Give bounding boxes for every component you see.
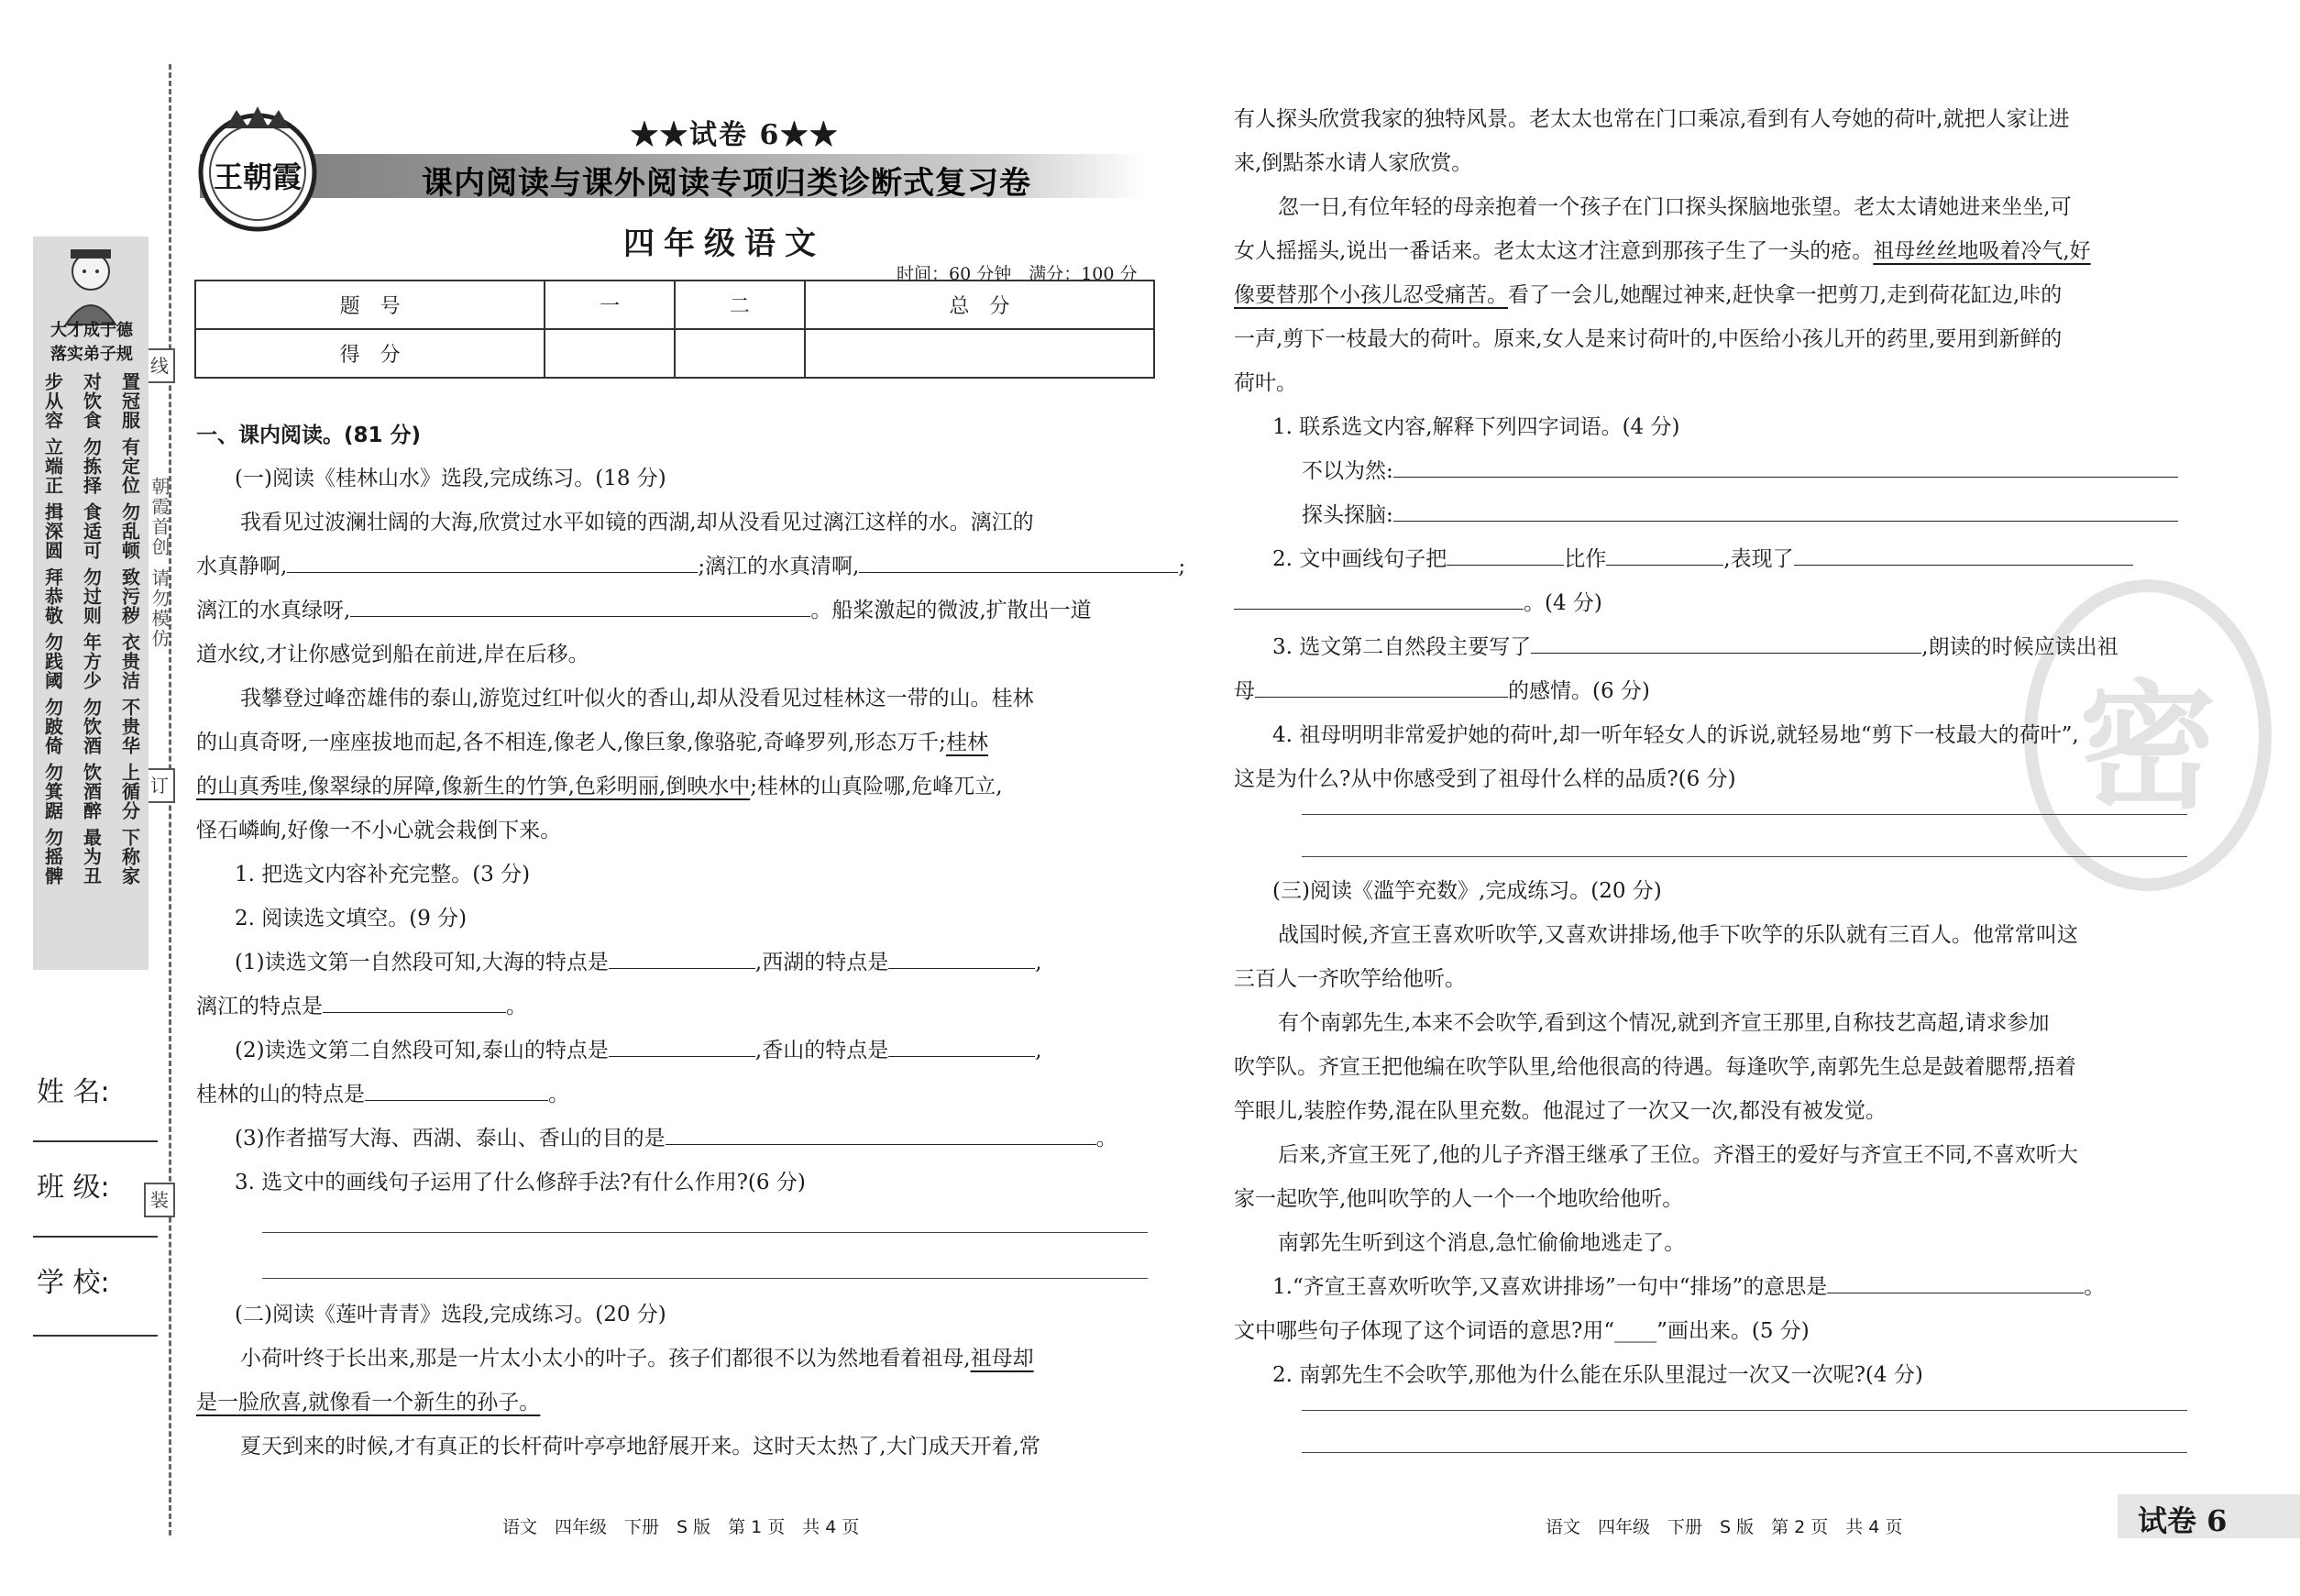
passage-2-line: 来,倒點茶水请人家欣赏。 [1234, 151, 1473, 175]
score-table [194, 280, 1155, 379]
text: 漓江的水真绿呀, [196, 599, 351, 622]
motto-cell: 步从容 [41, 372, 64, 430]
motto-cell: 勿拣择 [80, 437, 103, 495]
underlined-sentence: 祖母丝丝地吸着冷气,好 [1873, 239, 2091, 263]
blank-input[interactable] [1447, 545, 1564, 566]
binding-note-1: 朝霞首创 [149, 477, 171, 557]
slogan-line-1: 大才成于德 [50, 321, 133, 340]
passage-3-line: 家一起吹竽,他叫吹竽的人一个一个地吹给他听。 [1234, 1187, 1684, 1211]
passage-3-line: 南郭先生听到这个消息,急忙偷偷地逃走了。 [1278, 1231, 1686, 1255]
underlined-sentence: 像要替那个小孩儿忍受痛苦。 [1234, 283, 1508, 307]
passage-3-line: 后来,齐宣王死了,他的儿子齐湣王继承了王位。齐湣王的爱好与齐宣王不同,不喜欢听大 [1278, 1143, 2078, 1167]
score-header-cell: 题 号 [195, 281, 545, 329]
text: ,表现了 [1723, 547, 1794, 571]
passage-3-line: 竽眼儿,装腔作势,混在队里充数。他混过了一次又一次,都没有被发觉。 [1234, 1099, 1887, 1123]
motto-cell: 对饮食 [80, 372, 103, 430]
corner-tag-text: 试卷 6 [2138, 1503, 2228, 1538]
blank-input[interactable] [609, 1036, 755, 1057]
text: 母 [1234, 679, 1255, 703]
blank-input[interactable] [666, 1124, 1096, 1145]
text: 。 [506, 995, 527, 1018]
motto-cell: 勿饮酒 [80, 698, 103, 755]
motto-row [33, 828, 149, 886]
exam-title: 课内阅读与课外阅读专项归类诊断式复习卷 [422, 165, 1031, 202]
blank-input[interactable] [1531, 633, 1921, 654]
score-cell-1[interactable] [545, 329, 675, 378]
text: (1)读选文第一自然段可知,大海的特点是 [235, 951, 609, 974]
blank-input[interactable] [1393, 457, 2178, 478]
motto-cell: 最为丑 [80, 828, 103, 886]
passage-2-line: 荷叶。 [1234, 371, 1297, 395]
binding-note-2: 请勿模仿 [149, 568, 171, 649]
score-header-cell: 总 分 [805, 281, 1154, 329]
passage-2-line [1234, 273, 2062, 317]
question-1: 1. 把选文内容补充完整。(3 分) [235, 863, 531, 886]
motto-row [33, 567, 149, 625]
class-label: 班 级: [37, 1172, 110, 1204]
motto-cell: 不贵华 [118, 698, 141, 755]
text: ,西湖的特点是 [754, 951, 889, 974]
question-2-1-cont [196, 985, 527, 1029]
passage-1-line [196, 721, 988, 765]
blank-input[interactable] [1794, 545, 2133, 566]
p2-question-2 [1272, 537, 2133, 581]
motto-cell: 揖深圆 [41, 502, 64, 560]
text: ,朗读的时候应读出祖 [1921, 635, 2118, 659]
answer-line[interactable] [1302, 814, 2187, 815]
text: 小荷叶终于长出来,那是一片太小太小的叶子。孩子们都很不以为然地看着祖母, [240, 1347, 971, 1370]
name-field[interactable] [33, 1140, 158, 1142]
scholar-figure-icon [48, 240, 134, 326]
motto-columns [33, 369, 149, 966]
time-score-info: 时间：60 分钟 满分：100 分 [897, 264, 1138, 284]
blank-input[interactable] [1393, 501, 2178, 522]
text: 2. 文中画线句子把 [1272, 547, 1447, 571]
text: 3. 选文第二自然段主要写了 [1272, 635, 1532, 659]
text: (3)作者描写大海、西湖、泰山、香山的目的是 [235, 1127, 666, 1150]
passage-2-line [1234, 229, 2091, 273]
binding-box-zhuang: 装 [144, 1183, 175, 1217]
passage-1-title: (一)阅读《桂林山水》选段,完成练习。(18 分) [235, 467, 666, 490]
motto-row [33, 763, 149, 820]
school-field[interactable] [33, 1335, 158, 1337]
passage-3-title: (三)阅读《滥竽充数》,完成练习。(20 分) [1272, 879, 1662, 903]
binding-box-xian: 线 [144, 348, 175, 383]
name-label: 姓 名: [37, 1076, 110, 1108]
passage-2-line: 夏天到来的时候,才有真正的长杆荷叶亭亭地舒展开来。这时天太热了,大门成天开着,常 [240, 1435, 1040, 1458]
underlined-sentence: 桂林 [945, 731, 988, 754]
p2-question-3 [1272, 625, 2118, 669]
text: 1.“齐宣王喜欢听吹竽,又喜欢讲排场”一句中“排场”的意思是 [1272, 1275, 1828, 1299]
blank-input[interactable] [888, 948, 1035, 969]
underlined-sentence: 是一脸欣喜,就像看一个新生的孙子。 [196, 1391, 541, 1414]
left-page-footer: 语文 四年级 下册 S 版 第 1 页 共 4 页 [502, 1517, 860, 1537]
question-2-1 [235, 941, 1042, 985]
answer-line[interactable] [262, 1278, 1148, 1279]
logo-seal-icon [189, 99, 326, 235]
passage-1-line: 道水纹,才让你感觉到船在前进,岸在后移。 [196, 643, 589, 666]
score-table-header-row [195, 281, 1154, 329]
passage-1-line [196, 589, 1092, 633]
motto-row [33, 502, 149, 560]
score-cell-2[interactable] [675, 329, 805, 378]
motto-cell: 勿践阈 [41, 633, 64, 690]
motto-cell: 勿乱顿 [118, 502, 141, 560]
motto-cell: 拜恭敬 [41, 567, 64, 625]
p2-question-2-cont [1234, 581, 1602, 625]
right-page-footer: 语文 四年级 下册 S 版 第 2 页 共 4 页 [1546, 1517, 1903, 1537]
answer-line[interactable] [1302, 856, 2187, 857]
blank-input[interactable] [365, 1080, 548, 1101]
text: 桂林的山的特点是 [196, 1083, 365, 1106]
passage-2-line: 有人探头欣赏我家的独特风景。老太太也常在门口乘凉,看到有人夸她的荷叶,就把人家让进 [1234, 107, 2070, 131]
blank-input[interactable] [1234, 589, 1524, 610]
blank-input[interactable] [859, 552, 1178, 573]
score-row-label: 得 分 [195, 329, 545, 378]
blank-input[interactable] [287, 552, 698, 573]
p2-question-1: 1. 联系选文内容,解释下列四字词语。(4 分) [1272, 415, 1680, 439]
text: 。 [548, 1083, 569, 1106]
text: 水真静啊, [196, 555, 288, 578]
motto-row [33, 437, 149, 495]
text: ,香山的特点是 [754, 1039, 889, 1062]
passage-2-line: 忽一日,有位年轻的母亲抱着一个孩子在门口探头探脑地张望。老太太请她进来坐坐,可 [1278, 195, 2072, 219]
passage-2-title: (二)阅读《莲叶青青》选段,完成练习。(20 分) [235, 1303, 666, 1326]
underlined-sentence: 祖母却 [970, 1347, 1034, 1370]
passage-3-line: 有个南郭先生,本来不会吹竽,看到这个情况,就到齐宣王那里,自称技艺高超,请求参加 [1278, 1011, 2050, 1035]
question-3: 3. 选文中的画线句子运用了什么修辞手法?有什么作用?(6 分) [235, 1171, 806, 1194]
passage-2-line [240, 1337, 1034, 1381]
motto-cell: 勿摇髀 [41, 828, 64, 886]
p2-question-1b [1302, 493, 2178, 537]
p2-question-3-cont [1234, 669, 1650, 713]
text: 比作 [1564, 547, 1607, 571]
score-cell-total[interactable] [805, 329, 1154, 378]
text: , [1035, 951, 1042, 974]
motto-cell: 饮酒醉 [80, 763, 103, 820]
section-1-heading: 一、课内阅读。(81 分) [196, 424, 422, 447]
text: 。 [2084, 1275, 2106, 1299]
blank-input[interactable] [1606, 545, 1723, 566]
motto-cell: 上循分 [118, 763, 141, 820]
score-table-score-row [195, 329, 1154, 378]
motto-row [33, 372, 149, 430]
motto-row [33, 633, 149, 690]
motto-cell: 下称家 [118, 828, 141, 886]
slogan [37, 319, 147, 367]
p2-question-4: 4. 祖母明明非常爱护她的荷叶,却一听年轻女人的诉说,就轻易地“剪下一枝最大的荷叶”, [1272, 723, 2079, 747]
school-label: 学 校: [37, 1267, 110, 1299]
passage-3-line: 吹竽队。齐宣王把他编在吹竽队里,给他很高的待遇。每逢吹竽,南郭先生总是鼓着腮帮,捂着 [1234, 1055, 2076, 1079]
secret-watermark-stamp: 密 [2024, 579, 2272, 891]
question-2-2-cont [196, 1073, 569, 1117]
motto-cell: 致污秽 [118, 567, 141, 625]
text: 。船桨激起的微波,扩散出一道 [810, 599, 1092, 622]
text: , [1035, 1039, 1042, 1062]
slogan-line-2: 落实弟子规 [50, 345, 133, 364]
text: ;漓江的水真清啊, [698, 555, 860, 578]
text: 。 [1095, 1127, 1117, 1150]
question-2: 2. 阅读选文填空。(9 分) [235, 907, 468, 930]
passage-1-line: 我攀登过峰峦雄伟的泰山,游览过红叶似火的香山,却从没看见过桂林这一带的山。桂林 [240, 687, 1034, 710]
passage-2-line: 一声,剪下一枝最大的荷叶。原来,女人是来讨荷叶的,中医给小孩儿开的药里,要用到新鲜的 [1234, 327, 2063, 351]
blank-input[interactable] [1255, 677, 1508, 698]
p2-question-4-cont: 这是为什么?从中你感受到了祖母什么样的品质?(6 分) [1234, 767, 1736, 791]
svg-text:王朝霞: 王朝霞 [213, 160, 303, 194]
motto-cell: 食适可 [80, 502, 103, 560]
text: ;桂林的山真险哪,危峰兀立, [750, 775, 1003, 798]
passage-3-line: 战国时候,齐宣王喜欢听吹竽,又喜欢讲排场,他手下吹竽的乐队就有三百人。他常常叫这 [1278, 923, 2078, 947]
text: (2)读选文第二自然段可知,泰山的特点是 [235, 1039, 609, 1062]
text: ; [1178, 555, 1186, 578]
p3-question-1 [1272, 1265, 2105, 1309]
answer-line[interactable] [262, 1232, 1148, 1233]
subject-title: 四年级语文 [623, 226, 825, 262]
p3-question-1-cont: 文中哪些句子体现了这个词语的意思?用“____”画出来。(5 分) [1234, 1319, 1810, 1343]
motto-cell: 年方少 [80, 633, 103, 690]
question-2-3 [235, 1117, 1117, 1161]
motto-cell: 勿过则 [80, 567, 103, 625]
motto-cell: 衣贵洁 [118, 633, 141, 690]
motto-cell: 勿跛倚 [41, 698, 64, 755]
motto-cell: 置冠服 [118, 372, 141, 430]
passage-1-line: 怪石嶙峋,好像一不小心就会栽倒下来。 [196, 819, 562, 842]
question-2-2 [235, 1029, 1042, 1073]
binding-box-ding: 订 [144, 768, 175, 803]
text: 漓江的特点是 [196, 995, 323, 1018]
motto-cell: 勿箕踞 [41, 763, 64, 820]
motto-cell: 立端正 [41, 437, 64, 495]
text: 的感情。(6 分) [1508, 679, 1650, 703]
blank-input[interactable] [323, 992, 506, 1013]
score-header-cell: 一 [545, 281, 675, 329]
passage-1-line [196, 545, 1185, 589]
blank-input[interactable] [888, 1036, 1035, 1057]
p2-question-1a [1302, 449, 2178, 493]
paper-number: ★★试卷 6★★ [631, 119, 840, 151]
passage-2-line [196, 1381, 540, 1425]
text: 不以为然: [1302, 459, 1393, 483]
blank-input[interactable] [350, 596, 810, 617]
underlined-sentence: 的山真秀哇,像翠绿的屏障,像新生的竹笋,色彩明丽,倒映水中 [196, 775, 751, 798]
passage-1-line: 我看见过波澜壮阔的大海,欣赏过水平如镜的西湖,却从没看见过漓江这样的水。漓江的 [240, 511, 1034, 534]
blank-input[interactable] [1827, 1272, 2084, 1293]
text: 女人摇摇头,说出一番话来。老太太这才注意到那孩子生了一头的疮。 [1234, 239, 1874, 263]
answer-line[interactable] [1302, 1410, 2187, 1411]
answer-line[interactable] [1302, 1452, 2187, 1453]
class-field[interactable] [33, 1236, 158, 1238]
text: 。(4 分) [1524, 591, 1602, 615]
score-header-cell: 二 [675, 281, 805, 329]
blank-input[interactable] [609, 948, 755, 969]
text: 探头探脑: [1302, 503, 1393, 527]
p3-question-2: 2. 南郭先生不会吹竽,那他为什么能在乐队里混过一次又一次呢?(4 分) [1272, 1363, 1923, 1387]
text: 的山真奇呀,一座座拔地而起,各不相连,像老人,像巨象,像骆驼,奇峰罗列,形态万千; [196, 731, 946, 754]
text: 看了一会儿,她醒过神来,赶快拿一把剪刀,走到荷花缸边,咔的 [1508, 283, 2063, 307]
motto-cell: 有定位 [118, 437, 141, 495]
motto-row [33, 698, 149, 755]
passage-1-line [196, 765, 1003, 809]
passage-3-line: 三百人一齐吹竽给他听。 [1234, 967, 1466, 991]
